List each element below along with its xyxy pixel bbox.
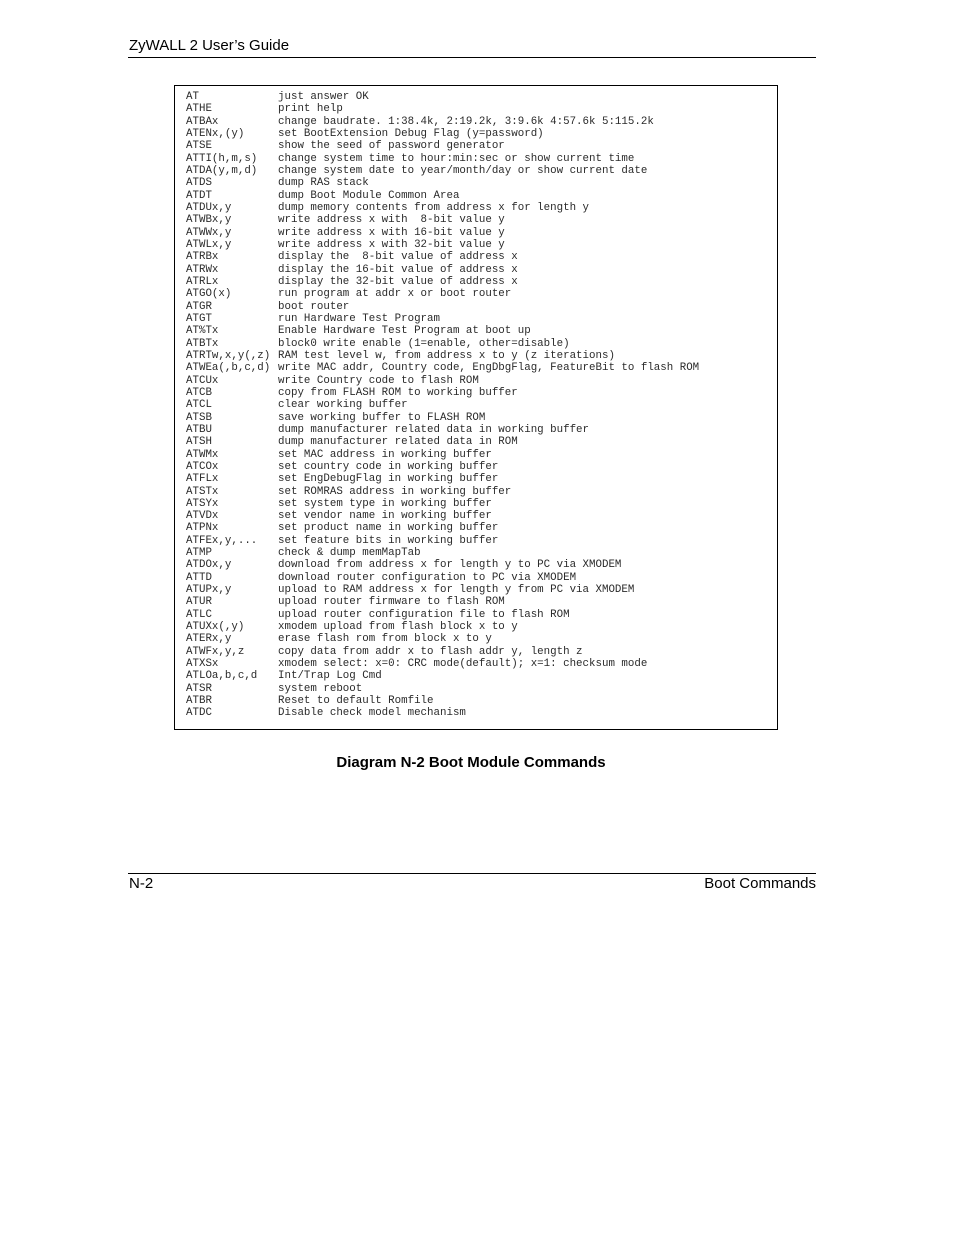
command-row [186,436,771,448]
command-description: change baudrate. 1:38.4k, 2:19.2k, 3:9.6k 4:57.6k 5:115.2k [278,115,654,128]
command-name: ATVDx [186,510,219,523]
command-row [186,338,771,350]
command-description: Disable check model mechanism [278,707,466,720]
command-row [186,695,771,707]
command-description: save working buffer to FLASH ROM [278,411,486,424]
command-name: ATWEa(,b,c,d) [186,362,271,375]
command-row [186,646,771,658]
command-name: ATTD [186,571,212,584]
command-name: AT [186,91,199,103]
command-name: ATERx,y [186,633,232,646]
command-description: copy data from addr x to flash addr y, length z [278,645,583,658]
command-row [186,387,771,399]
command-name: ATRBx [186,251,219,264]
command-description: xmodem upload from flash block x to y [278,621,518,634]
command-description: boot router [278,300,350,313]
command-name: ATUR [186,596,212,609]
command-row [186,658,771,670]
command-description: erase flash rom from block x to y [278,633,492,646]
command-row [186,498,771,510]
command-description: change system date to year/month/day or show current date [278,164,648,177]
command-name: ATLC [186,608,212,621]
command-description: xmodem select: x=0: CRC mode(default); x=1: checksum mode [278,658,648,671]
command-name: ATSH [186,436,212,449]
command-description: print help [278,103,343,116]
command-row [186,116,771,128]
command-row [186,214,771,226]
command-description: upload router firmware to flash ROM [278,596,505,609]
command-name: ATGR [186,300,212,313]
command-description: download from address x for length y to PC via XMODEM [278,559,622,572]
command-row [186,128,771,140]
command-name: ATSR [186,682,212,695]
command-row [186,683,771,695]
command-description: RAM test level w, from address x to y (z iterations) [278,349,615,362]
command-description: system reboot [278,682,363,695]
header-rule [128,57,816,58]
command-name: ATSTx [186,485,219,498]
command-row [186,670,771,682]
command-description: upload router configuration file to flash ROM [278,608,570,621]
command-name: ATBAx [186,115,219,128]
command-row [186,251,771,263]
command-row [186,412,771,424]
command-name: ATFLx [186,473,219,486]
command-name: ATCOx [186,460,219,473]
command-row [186,572,771,584]
command-name: ATWLx,y [186,238,232,251]
command-row [186,510,771,522]
command-name: ATMP [186,547,212,560]
command-name: AT%Tx [186,325,219,338]
command-row [186,103,771,115]
command-row [186,264,771,276]
command-description: show the seed of password generator [278,140,505,153]
command-row [186,190,771,202]
command-row [186,165,771,177]
command-description: display the 32-bit value of address x [278,275,518,288]
command-row [186,227,771,239]
command-description: download router configuration to PC via XMODEM [278,571,577,584]
command-name: ATENx,(y) [186,127,245,140]
command-name: ATPNx [186,522,219,535]
command-name: ATCUx [186,374,219,387]
footer-page-number: N-2 [129,875,154,892]
command-description: write MAC addr, Country code, EngDbgFlag, FeatureBit to flash ROM [278,362,700,375]
command-row [186,547,771,559]
command-row [186,449,771,461]
command-description: Enable Hardware Test Program at boot up [278,325,531,338]
command-name: ATSYx [186,497,219,510]
command-name: ATBTx [186,337,219,350]
diagram-caption: Diagram N-2 Boot Module Commands [336,754,606,771]
command-name: ATBR [186,695,212,708]
command-name: ATDT [186,189,212,202]
command-description: set country code in working buffer [278,460,499,473]
command-name: ATGO(x) [186,288,232,301]
command-name: ATRTw,x,y(,z) [186,349,271,362]
command-description: write address x with 32-bit value y [278,238,505,251]
command-description: just answer OK [278,91,369,103]
command-name: ATBU [186,423,212,436]
command-row [186,301,771,313]
command-description: set EngDebugFlag in working buffer [278,473,499,486]
command-name: ATCB [186,386,212,399]
command-row [186,153,771,165]
command-row [186,177,771,189]
command-row [186,559,771,571]
command-name: ATLOa,b,c,d [186,670,258,683]
command-row [186,140,771,152]
command-name: ATDC [186,707,212,720]
command-description: dump RAS stack [278,177,369,190]
running-header-title: ZyWALL 2 User’s Guide [129,37,290,54]
command-description: set product name in working buffer [278,522,499,535]
command-description: upload to RAM address x for length y from PC via XMODEM [278,584,635,597]
command-description: check & dump memMapTab [278,547,421,560]
command-name: ATDA(y,m,d) [186,164,258,177]
command-description: set ROMRAS address in working buffer [278,485,512,498]
command-row [186,486,771,498]
command-row [186,375,771,387]
command-row [186,362,771,374]
command-description: clear working buffer [278,399,408,412]
command-description: write address x with 16-bit value y [278,226,505,239]
command-row [186,522,771,534]
command-name: ATHE [186,103,212,116]
command-row [186,276,771,288]
command-row [186,461,771,473]
command-description: dump manufacturer related data in ROM [278,436,518,449]
command-description: block0 write enable (1=enable, other=disable) [278,337,570,350]
footer-rule [128,873,816,874]
command-description: display the 8-bit value of address x [278,251,518,264]
command-description: write Country code to flash ROM [278,374,479,387]
command-row [186,584,771,596]
command-name: ATWWx,y [186,226,232,239]
command-name: ATUPx,y [186,584,232,597]
command-row [186,473,771,485]
command-row [186,596,771,608]
command-name: ATGT [186,312,212,325]
command-row [186,325,771,337]
command-row [186,535,771,547]
command-row [186,350,771,362]
command-description: dump Boot Module Common Area [278,189,460,202]
command-row [186,707,771,719]
command-name: ATRWx [186,263,219,276]
command-name: ATSB [186,411,212,424]
command-name: ATWBx,y [186,214,232,227]
command-name: ATXSx [186,658,219,671]
command-description: set MAC address in working buffer [278,448,492,461]
command-description: write address x with 8-bit value y [278,214,505,227]
command-description: Reset to default Romfile [278,695,434,708]
command-name: ATWMx [186,448,219,461]
command-description: set vendor name in working buffer [278,510,492,523]
command-description: copy from FLASH ROM to working buffer [278,386,518,399]
command-name: ATTI(h,m,s) [186,152,258,165]
command-name: ATCL [186,399,212,412]
command-name: ATDUx,y [186,201,232,214]
command-description: Int/Trap Log Cmd [278,670,382,683]
command-name: ATUXx(,y) [186,621,245,634]
footer-section-title: Boot Commands [704,875,816,892]
command-description: change system time to hour:min:sec or show current time [278,152,635,165]
command-name: ATWFx,y,z [186,645,245,658]
command-row [186,609,771,621]
command-row [186,91,771,103]
command-description: dump memory contents from address x for length y [278,201,590,214]
command-row [186,633,771,645]
command-description: set BootExtension Debug Flag (y=password) [278,127,544,140]
command-description: run Hardware Test Program [278,312,440,325]
command-row [186,621,771,633]
command-row [186,424,771,436]
command-name: ATSE [186,140,212,153]
command-description: dump manufacturer related data in working buffer [278,423,590,436]
command-description: set system type in working buffer [278,497,492,510]
command-name: ATDS [186,177,212,190]
command-row [186,313,771,325]
command-name: ATDOx,y [186,559,232,572]
command-name: ATFEx,y,... [186,534,258,547]
command-name: ATRLx [186,275,219,288]
command-row [186,202,771,214]
command-row [186,239,771,251]
command-description: run program at addr x or boot router [278,288,512,301]
command-description: set feature bits in working buffer [278,534,499,547]
command-row [186,399,771,411]
command-description: display the 16-bit value of address x [278,263,518,276]
command-list [186,91,771,720]
command-row [186,288,771,300]
